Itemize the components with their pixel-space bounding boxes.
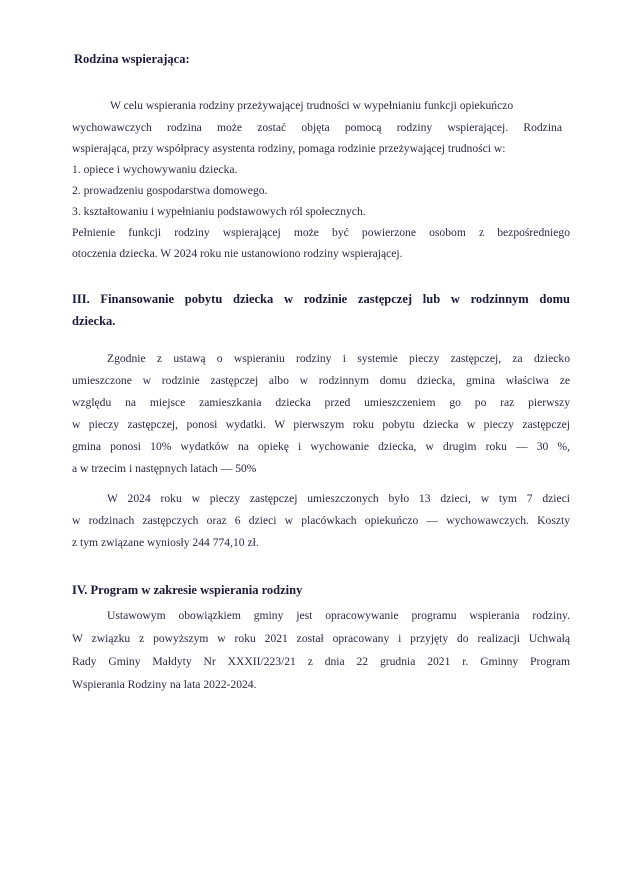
paragraph-line: w rodzinach zastępczych oraz 6 dzieci w placówkach opiekuńczo — wychowawczych. Koszty bbox=[72, 514, 570, 527]
paragraph-line: gmina ponosi 10% wydatków na opiekę i wychowanie dziecka, w drugim roku — 30 %, bbox=[72, 440, 570, 453]
paragraph-line: Zgodnie z ustawą o wspieraniu rodziny i systemie pieczy zastępczej, za dziecko bbox=[107, 352, 570, 365]
paragraph-line: wspierająca, przy współpracy asystenta rodziny, pomaga rodzinie przeżywającej trudności w: bbox=[72, 142, 506, 155]
paragraph-line: Wspierania Rodziny na lata 2022-2024. bbox=[72, 678, 257, 691]
paragraph-line: W celu wspierania rodziny przeżywającej trudności w wypełnianiu funkcji opiekuńczo bbox=[110, 99, 514, 112]
paragraph-line: otoczenia dziecka. W 2024 roku nie ustanowiono rodziny wspierającej. bbox=[72, 247, 403, 260]
list-item: 3. kształtowaniu i wypełnianiu podstawowych ról społecznych. bbox=[72, 205, 366, 218]
paragraph-line: Pełnienie funkcji rodziny wspierającej może być powierzone osobom z bezpośredniego bbox=[72, 226, 570, 239]
section-heading-rodzina-wspierajaca: Rodzina wspierająca: bbox=[74, 52, 190, 66]
section-heading-finansowanie: III. Finansowanie pobytu dziecka w rodzinie zastępczej lub w rodzinnym domu bbox=[72, 292, 570, 306]
paragraph-line: względu na miejsce zamieszkania dziecka przed umieszczeniem go po raz pierwszy bbox=[72, 396, 570, 409]
paragraph-line: W związku z powyższym w roku 2021 został opracowany i przyjęty do realizacji Uchwałą bbox=[72, 632, 570, 645]
paragraph-line: z tym związane wyniosły 244 774,10 zł. bbox=[72, 536, 259, 549]
paragraph-line: a w trzecim i następnych latach — 50% bbox=[72, 462, 257, 475]
paragraph-line: wychowawczych rodzina może zostać objęta pomocą rodziny wspierającej. Rodzina bbox=[72, 121, 562, 134]
paragraph-line: umieszczone w rodzinie zastępczej albo w rodzinnym domu dziecka, gmina właściwa ze bbox=[72, 374, 570, 387]
section-heading-finansowanie-cont: dziecka. bbox=[72, 314, 116, 328]
list-item: 1. opiece i wychowywaniu dziecka. bbox=[72, 163, 238, 176]
list-item: 2. prowadzeniu gospodarstwa domowego. bbox=[72, 184, 268, 197]
section-heading-program: IV. Program w zakresie wspierania rodziny bbox=[72, 583, 303, 597]
paragraph-line: Ustawowym obowiązkiem gminy jest opracowywanie programu wspierania rodziny. bbox=[107, 609, 570, 622]
paragraph-line: W 2024 roku w pieczy zastępczej umieszczonych było 13 dzieci, w tym 7 dzieci bbox=[107, 492, 570, 505]
paragraph-line: w pieczy zastępczej, ponosi wydatki. W pierwszym roku pobytu dziecka w pieczy zastępczej bbox=[72, 418, 570, 431]
paragraph-line: Rady Gminy Małdyty Nr XXXII/223/21 z dnia 22 grudnia 2021 r. Gminny Program bbox=[72, 655, 570, 668]
